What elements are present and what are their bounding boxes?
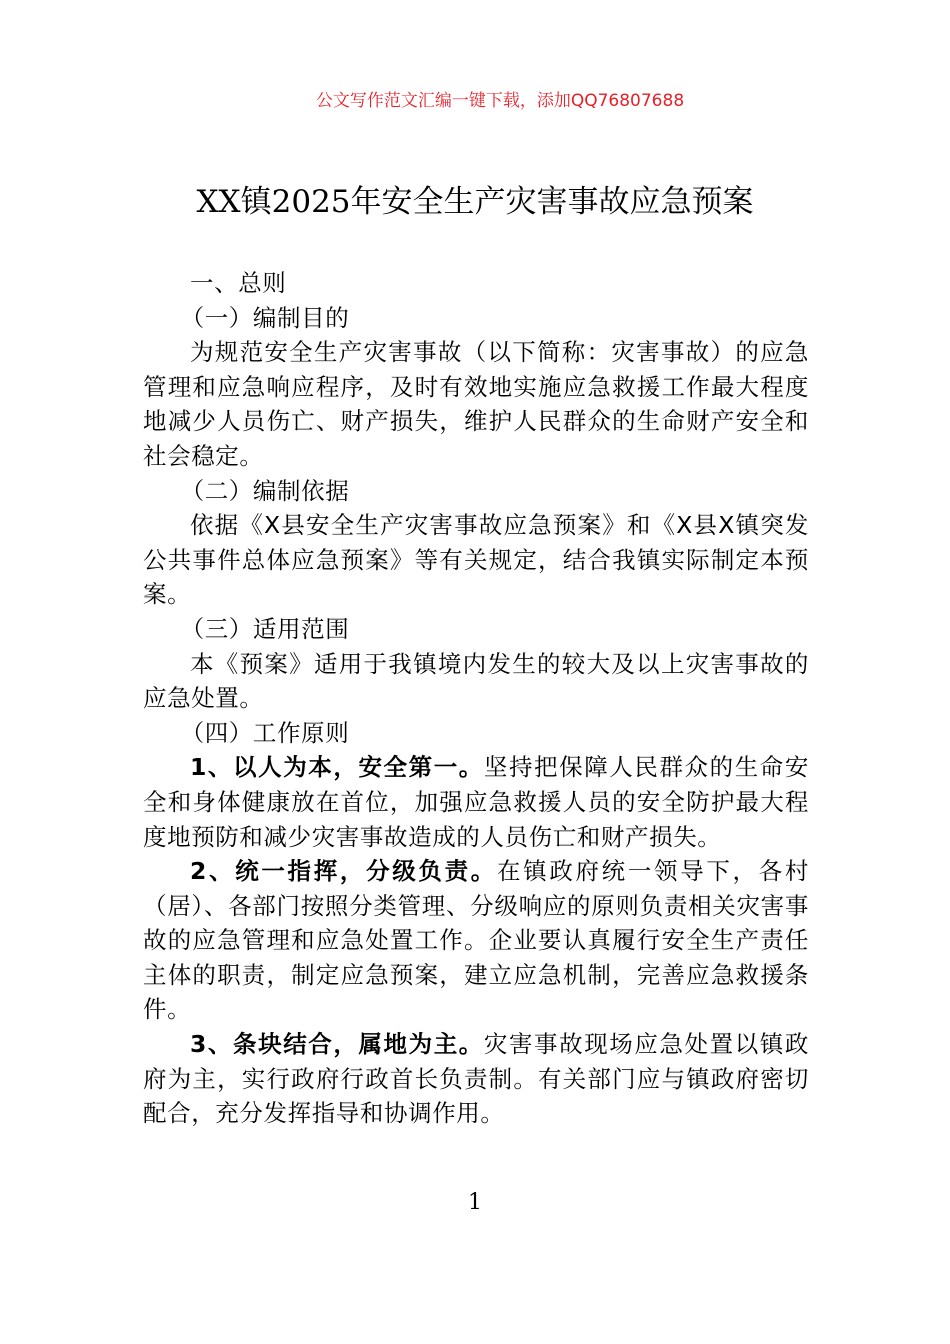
paragraph-purpose: 为规范安全生产灾害事故（以下简称：灾害事故）的应急管理和应急响应程序，及时有效地实施应急救援工作最大程度地减少人员伤亡、财产损失，维护人民群众的生命财产安全和社会稳定。 xyxy=(143,338,809,470)
subsection-heading-purpose: （一）编制目的 xyxy=(180,303,350,332)
principle-lead: 2、统一指挥，分级负责。 xyxy=(190,857,497,886)
document-title: XX镇2025年安全生产灾害事故应急预案 xyxy=(196,184,754,220)
subsection-heading-principles: （四）工作原则 xyxy=(180,718,350,747)
principle-lead: 1、以人为本，安全第一。 xyxy=(190,753,484,782)
principle-item xyxy=(143,750,809,854)
subsection-heading-scope: （三）适用范围 xyxy=(180,614,350,643)
principle-lead: 3、条块结合，属地为主。 xyxy=(190,1030,484,1059)
subsection-heading-basis: （二）编制依据 xyxy=(180,476,350,505)
document-body xyxy=(143,266,809,1131)
paragraph-scope: 本《预案》适用于我镇境内发生的较大及以上灾害事故的应急处置。 xyxy=(143,649,809,713)
principle-text: 坚持把保障人民群众的生命安全和身体健康放在首位，加强应急救援人员的安全防护最大程度地预防和减少灾害事故造成的人员伤亡和财产损失。 xyxy=(143,753,809,851)
principle-text: 在镇政府统一领导下，各村（居）、各部门按照分类管理、分级响应的原则负责相关灾害事故的应急管理和应急处置工作。企业要认真履行安全生产责任主体的职责，制定应急预案，建立应急机制，完善应急救援条件。 xyxy=(143,857,809,1024)
promo-banner-text: 公文写作范文汇编一键下载，添加QQ76807688 xyxy=(315,91,685,111)
paragraph-basis: 依据《X县安全生产灾害事故应急预案》和《X县X镇突发公共事件总体应急预案》等有关规定，结合我镇实际制定本预案。 xyxy=(143,511,809,609)
principle-item xyxy=(143,1027,809,1131)
page-number: 1 xyxy=(468,1190,482,1215)
section-heading-general: 一、总则 xyxy=(190,269,287,297)
principle-item xyxy=(143,854,809,1027)
principle-text: 灾害事故现场应急处置以镇政府为主，实行政府行政首长负责制。有关部门应与镇政府密切配合，充分发挥指导和协调作用。 xyxy=(143,1030,809,1128)
